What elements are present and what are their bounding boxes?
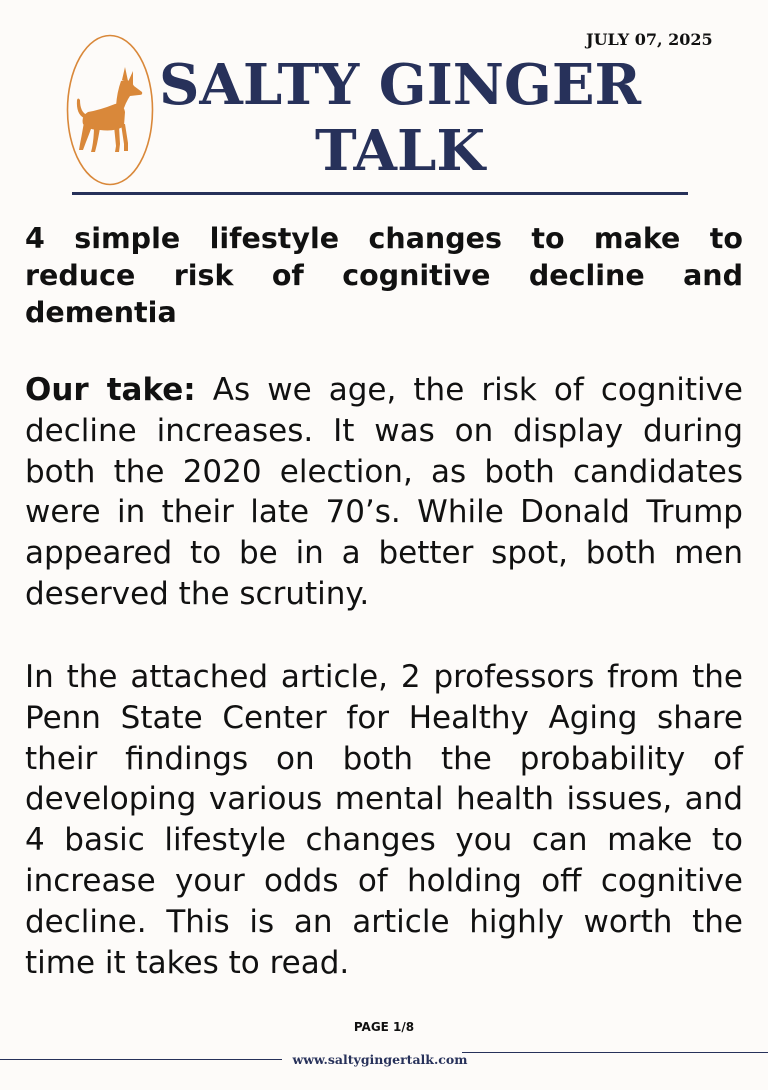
footer-divider-left [0, 1059, 282, 1060]
dog-logo-icon [66, 34, 154, 186]
footer-divider-right [462, 1052, 768, 1053]
article-paragraph-1 [25, 370, 743, 615]
brand-title [150, 52, 650, 184]
brand-title-line1: SALTY GINGER [158, 52, 642, 118]
article-paragraph-2: In the attached article, 2 professors from the Penn State Center for Healthy Aging share their findings on both the probability of developing various mental health issues, and 4 basic lifestyle changes you can make to increase your odds of holding off cognitive decline. This is an article highly worth the time it takes to read. [25, 659, 743, 981]
lead-label: Our take: [25, 372, 196, 408]
brand-title-line2: TALK [314, 118, 486, 184]
issue-date: JULY 07, 2025 [586, 30, 713, 49]
page-number: PAGE 1/8 [353, 1020, 415, 1034]
paragraph-1-text: As we age, the risk of cognitive decline increases. It was on display during both the 2020 election, as both candidates were in their late 70’s. While Donald Trump appeared to be in a better spot, both men deserved the scrutiny. [25, 372, 743, 612]
website-link[interactable]: www.saltygingertalk.com [292, 1052, 468, 1067]
article-headline: 4 simple lifestyle changes to make to reduce risk of cognitive decline and dementia [25, 222, 743, 329]
header-divider [72, 192, 688, 195]
